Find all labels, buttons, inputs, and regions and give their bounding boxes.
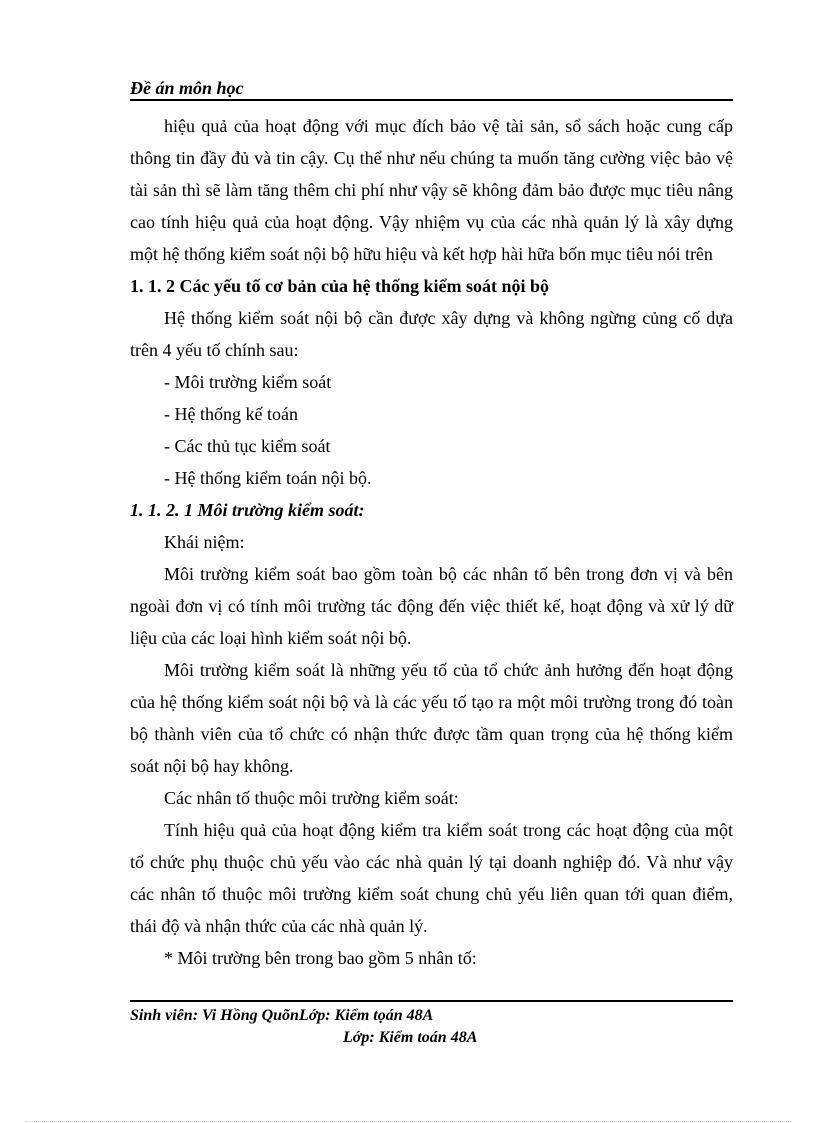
page-bottom-edge: [25, 1121, 791, 1122]
header-divider: [130, 99, 733, 101]
paragraph-elements: Hệ thống kiểm soát nội bộ cần được xây dựng và không ngừng củng cố dựa trên 4 yếu tố chính sau:: [130, 308, 733, 360]
list-item-internal-audit: - Hệ thống kiểm toán nội bộ.: [164, 468, 372, 488]
footer-student-line: Sinh viên: Vi Hồng QuõnLớp: Kiểm tọán 48A: [130, 1007, 434, 1024]
list-item-control-procedures: - Các thủ tục kiểm soát: [164, 436, 331, 456]
page-header-title: Đề án môn học: [130, 78, 244, 98]
paragraph-concept-definition: Môi trường kiểm soát bao gồm toàn bộ các nhân tố bên trong đơn vị và bên ngoài đơn vị có tính môi trường tác động đến việc thiết kế, hoạt động và xử lý dữ liệu của các loại hình kiểm soát nội bộ.: [130, 564, 733, 648]
list-item-accounting-system: - Hệ thống kế toán: [164, 404, 298, 424]
paragraph-concept-label: Khái niệm:: [164, 532, 245, 552]
subsection-heading-1-1-2-1: 1. 1. 2. 1 Môi trường kiểm soát:: [130, 500, 365, 520]
paragraph-effectiveness: Tính hiệu quả của hoạt động kiểm tra kiểm soát trong các hoạt động của một tổ chức phụ thuộc chủ yếu vào các nhà quản lý tại doanh nghiệp đó. Và như vậy các nhân tố thuộc môi trường kiểm soát chung chủ yếu liên quan tới quan điểm, thái độ và nhận thức của các nhà quản lý.: [130, 820, 733, 936]
list-item-control-environment: - Môi trường kiểm soát: [164, 372, 332, 392]
paragraph-environment-role: Môi trường kiểm soát là những yếu tố của tổ chức ảnh hưởng đến hoạt động của hệ thống kiểm soát nội bộ và là các yếu tố tạo ra một môi trường trong đó toàn bộ thành viên của tổ chức có nhận thức được tầm quan trọng của hệ thống kiểm soát nội bộ hay không.: [130, 660, 733, 776]
paragraph-internal-factors: * Môi trường bên trong bao gồm 5 nhân tố:: [164, 948, 477, 968]
footer-class-line: Lớp: Kiểm toán 48A: [343, 1029, 478, 1046]
paragraph-factors-label: Các nhân tố thuộc môi trường kiểm soát:: [164, 788, 459, 808]
paragraph-intro: hiệu quả của hoạt động với mục đích bảo vệ tài sản, sổ sách hoặc cung cấp thông tin đầy đủ và tin cậy. Cụ thể như nếu chúng ta muốn tăng cường việc bảo vệ tài sản thì sẽ làm tăng thêm chi phí như vậy sẽ không đảm bảo được mục tiêu nâng cao tính hiệu quả của hoạt động. Vậy nhiệm vụ của các nhà quản lý là xây dựng một hệ thống kiểm soát nội bộ hữu hiệu và kết hợp hài hữa bốn mục tiêu nói trên: [130, 116, 733, 264]
section-heading-1-1-2: 1. 1. 2 Các yếu tố cơ bản của hệ thống kiểm soát nội bộ: [130, 276, 549, 296]
document-body: [130, 110, 733, 974]
footer-divider: [130, 1000, 733, 1002]
